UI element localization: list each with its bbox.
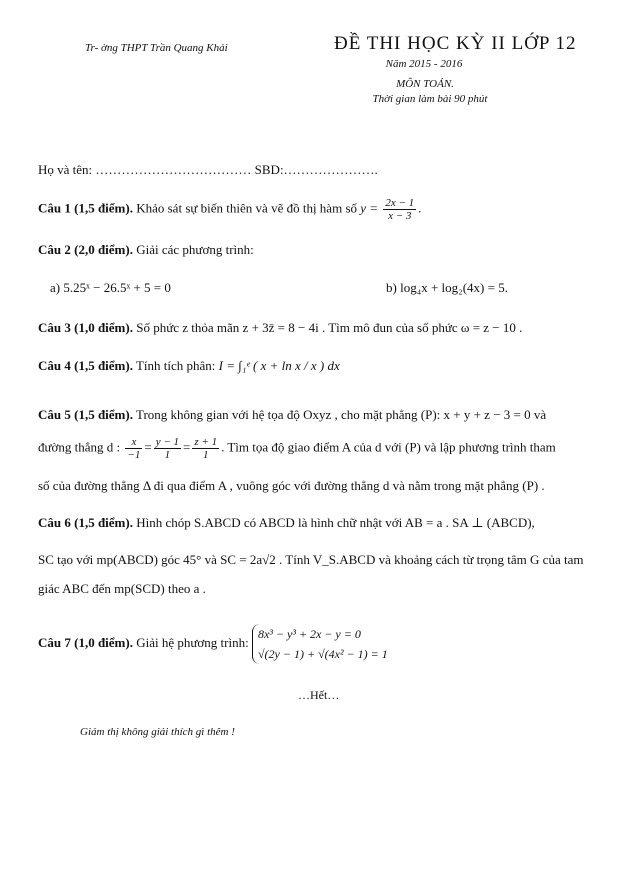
student-info-line: Họ và tên: ……………………………… SBD:…………………. <box>38 162 378 177</box>
equation-system <box>252 624 388 664</box>
school-name: Tr- ờng THPT Trần Quang Khải <box>85 42 228 54</box>
question-2-label: Câu 2 (2,0 điểm). <box>38 242 133 257</box>
question-4-formula: I = ∫₁ᵉ ( x + ln x / x ) dx <box>218 358 340 373</box>
question-6-line-3: giác ABC đến mp(SCD) theo a . <box>38 581 206 596</box>
question-4-text: Tính tích phân: <box>135 358 216 373</box>
subject-name: MÔN TOÁN. <box>396 78 454 90</box>
fraction-denominator: x − 3 <box>388 210 412 222</box>
question-3-text: Số phức z thỏa mãn z + 3z̄ = 8 − 4i . Tìm mô đun của số phức ω = z − 10 . <box>136 320 523 335</box>
question-4-label: Câu 4 (1,5 điểm). <box>38 358 133 373</box>
question-2-part-b: b) log₄x + log₂(4x) = 5. <box>386 280 508 295</box>
question-2-part-a: a) 5.25ˣ − 26.5ˣ + 5 = 0 <box>50 280 171 295</box>
exam-title: ĐỀ THI HỌC KỲ II LỚP 12 <box>334 33 577 54</box>
question-1-fraction <box>383 197 416 222</box>
question-3-label: Câu 3 (1,0 điểm). <box>38 320 133 335</box>
school-year: Năm 2015 - 2016 <box>385 58 463 70</box>
question-6-line-2: SC tạo với mp(ABCD) góc 45° và SC = 2a√2 . Tính V_S.ABCD và khoảng cách từ trọng tâm G của tam <box>38 552 584 567</box>
fraction-numerator: x <box>125 436 142 449</box>
fraction-denominator: 1 <box>202 449 209 461</box>
question-7-text: Giải hệ phương trình: <box>136 634 249 650</box>
question-5-label: Câu 5 (1,5 điểm). <box>38 407 133 422</box>
question-6-text-1: Hình chóp S.ABCD có ABCD là hình chữ nhật với AB = a . SA ⊥ (ABCD), <box>136 515 535 530</box>
fraction-numerator: z + 1 <box>194 436 218 448</box>
question-1 <box>38 197 421 222</box>
fraction-denominator: −1 <box>127 449 141 461</box>
question-5-line-2-pre: đường thẳng d : <box>38 439 121 455</box>
question-3 <box>38 320 522 336</box>
proctor-note: Giám thị không giải thích gì thêm ! <box>80 726 235 738</box>
exam-duration: Thời gian làm bài 90 phút <box>372 93 488 105</box>
question-5-text-1: Trong không gian với hệ tọa độ Oxyz , cho mặt phẳng (P): x + y + z − 3 = 0 và <box>135 407 547 422</box>
question-5-line-2: đường thẳng d : $\frac{x}{-1}$ = $\frac{y - 1}{1}$ = $\frac{z + 1}{1}$ . Tìm tọa độ giao điểm A của d với (P) và lập phương trình tham <box>38 436 556 461</box>
line-fraction-x <box>125 436 142 461</box>
question-5-line-2-post: . Tìm tọa độ giao điểm A của d với (P) và lập phương trình tham <box>221 439 556 455</box>
line-fraction-y <box>154 436 181 461</box>
system-equation-1: 8x³ − y³ + 2x − y = 0 <box>257 627 361 641</box>
line-fraction-z <box>192 436 219 461</box>
question-5-line-1 <box>38 407 583 423</box>
system-equation-2: √(2y − 1) + √(4x² − 1) = 1 <box>257 647 388 661</box>
question-1-formula-lhs: y = <box>360 200 379 216</box>
fraction-numerator: y − 1 <box>155 436 180 448</box>
question-2-text: Giải các phương trình: <box>136 242 254 257</box>
question-5-line-3: số của đường thẳng Δ đi qua điểm A , vuông góc với đường thẳng d và nằm trong mặt phẳng (P) . <box>38 478 545 493</box>
question-7 <box>38 624 388 664</box>
question-2 <box>38 242 254 258</box>
question-1-text: Khảo sát sự biến thiên và vẽ đồ thị hàm số <box>136 200 358 216</box>
question-4 <box>38 358 340 374</box>
question-1-label: Câu 1 (1,5 điểm). <box>38 200 133 216</box>
question-7-label: Câu 7 (1,0 điểm). <box>38 634 133 650</box>
fraction-denominator: 1 <box>164 449 171 461</box>
fraction-numerator: 2x − 1 <box>385 197 415 209</box>
question-6-line-1 <box>38 515 535 531</box>
end-marker: …Hết… <box>298 688 340 702</box>
question-1-tail: . <box>418 200 422 216</box>
question-6-label: Câu 6 (1,5 điểm). <box>38 515 133 530</box>
